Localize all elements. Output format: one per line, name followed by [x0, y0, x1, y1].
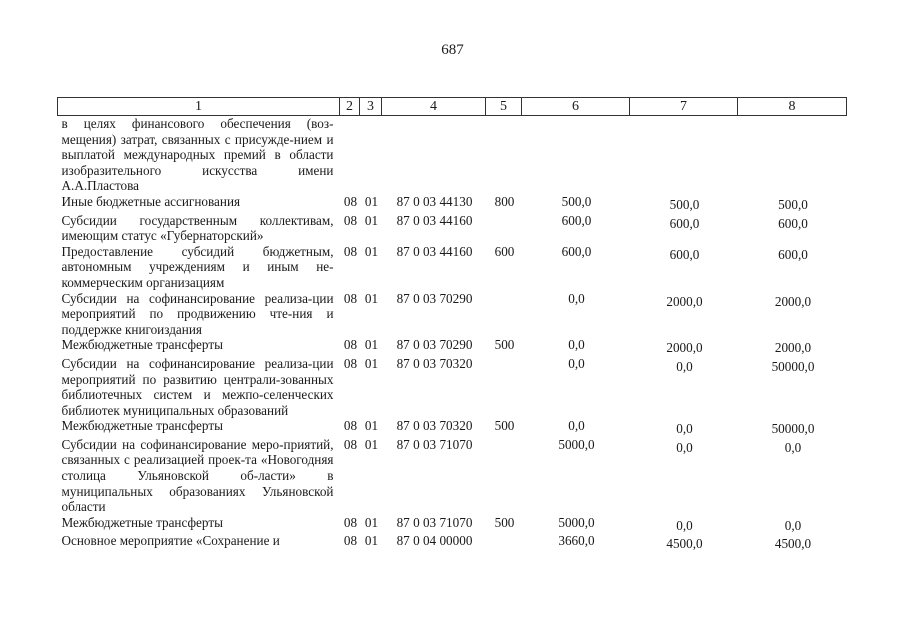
- row-value-7-cell: 0,0: [676, 517, 693, 533]
- row-value-7-cell: 4500,0: [666, 536, 703, 552]
- row-subsection-cell: 01: [364, 337, 379, 353]
- row-subsection-cell: 01: [364, 533, 379, 549]
- row-name-cell: Субсидии на софинансирование реализа-ции мероприятий по развитию централи-зованных библиотечных систем и межпо-селенческих библиотек муниципальных образований: [61, 355, 334, 418]
- row-section-cell: 08: [343, 212, 358, 228]
- table-row: [58, 356, 847, 418]
- row-expense-type-cell: [486, 291, 522, 338]
- row-value-6-cell: 3660,0: [558, 533, 595, 549]
- header-col-2: 2: [340, 98, 360, 116]
- row-name-cell: Иные бюджетные ассигнования: [61, 193, 241, 209]
- table-row: [58, 116, 847, 194]
- row-value-7-cell: 600,0: [669, 215, 700, 231]
- row-target-article-cell: 87 0 03 71070: [396, 436, 473, 452]
- row-value-8-cell: [738, 116, 847, 194]
- row-expense-type-cell: [486, 533, 522, 552]
- row-expense-type-cell: [486, 356, 522, 418]
- row-subsection-cell: 01: [364, 212, 379, 228]
- table-row: [58, 418, 847, 437]
- row-value-8-cell: 50000,0: [771, 358, 815, 374]
- row-target-article-cell: 87 0 04 00000: [396, 533, 473, 549]
- row-expense-type-cell: 600: [494, 243, 515, 259]
- row-target-article-cell: 87 0 03 70290: [396, 290, 473, 306]
- row-section-cell: 08: [343, 290, 358, 306]
- row-section-cell: 08: [343, 436, 358, 452]
- row-value-8-cell: 600,0: [778, 246, 808, 262]
- row-value-8-cell: 500,0: [778, 196, 808, 212]
- header-col-3: 3: [360, 98, 382, 116]
- row-name-cell: Субсидии государственным коллективам, имеющим статус «Губернаторский»: [61, 212, 334, 244]
- row-name-cell: Предоставление субсидий бюджетным, автономным учреждениям и иным не-коммерческим организациям: [61, 243, 334, 290]
- row-target-article-cell: 87 0 03 70290: [396, 337, 473, 353]
- row-value-6-cell: 0,0: [568, 418, 585, 434]
- row-target-article-cell: 87 0 03 70320: [396, 418, 473, 434]
- row-target-article-cell: 87 0 03 71070: [396, 514, 473, 530]
- row-expense-type-cell: 500: [494, 337, 515, 353]
- row-value-8-cell: 600,0: [778, 215, 808, 231]
- table-row: [58, 213, 847, 244]
- header-col-7: 7: [630, 98, 738, 116]
- row-value-8-cell: 0,0: [784, 439, 802, 455]
- row-value-7-cell: 0,0: [676, 358, 693, 374]
- row-value-7-cell: [630, 116, 738, 194]
- row-value-6-cell: 5000,0: [558, 514, 595, 530]
- row-section-cell: 08: [343, 337, 358, 353]
- table-row: [58, 337, 847, 356]
- page-number: 687: [441, 42, 464, 58]
- table-body: [58, 116, 847, 553]
- row-value-7-cell: 600,0: [669, 246, 700, 262]
- row-target-article-cell: 87 0 03 44130: [396, 193, 473, 209]
- row-target-article-cell: 87 0 03 70320: [396, 355, 473, 371]
- row-value-7-cell: 2000,0: [666, 293, 703, 309]
- header-col-4: 4: [382, 98, 486, 116]
- table-row: [58, 533, 847, 552]
- row-value-6-cell: 600,0: [561, 212, 592, 228]
- table-row: [58, 291, 847, 338]
- row-name-cell: Субсидии на софинансирование реализа-ции мероприятий по продвижению чте-ния и поддержке книгоиздания: [61, 290, 334, 337]
- row-subsection-cell: 01: [364, 193, 379, 209]
- row-target-article-cell: [382, 116, 486, 194]
- row-expense-type-cell: 500: [494, 418, 515, 434]
- row-value-8-cell: 50000,0: [771, 421, 815, 437]
- row-section-cell: 08: [343, 514, 358, 530]
- row-value-6-cell: [522, 116, 630, 194]
- row-section-cell: 08: [343, 418, 358, 434]
- row-section-cell: [340, 116, 360, 194]
- row-target-article-cell: 87 0 03 44160: [396, 243, 473, 259]
- row-value-7-cell: 0,0: [676, 439, 693, 455]
- row-expense-type-cell: [486, 116, 522, 194]
- row-section-cell: 08: [343, 243, 358, 259]
- row-subsection-cell: 01: [364, 290, 379, 306]
- row-name-cell: Субсидии на софинансирование меро-приятий, связанных с реализацией проек-та «Новогодняя столица Ульяновской об-ласти» в муниципальных образованиях Ульяновской области: [61, 436, 334, 515]
- row-target-article-cell: 87 0 03 44160: [396, 212, 473, 228]
- row-section-cell: 08: [343, 355, 358, 371]
- row-value-8-cell: 0,0: [784, 517, 802, 533]
- row-value-8-cell: 2000,0: [774, 340, 812, 356]
- table-row: [58, 194, 847, 213]
- header-col-6: 6: [522, 98, 630, 116]
- row-section-cell: 08: [343, 193, 358, 209]
- header-col-5: 5: [486, 98, 522, 116]
- row-value-8-cell: 2000,0: [774, 293, 812, 309]
- row-expense-type-cell: 800: [494, 193, 515, 209]
- row-subsection-cell: [360, 116, 382, 194]
- row-name-cell: Межбюджетные трансферты: [61, 514, 223, 530]
- row-value-6-cell: 0,0: [568, 290, 585, 306]
- table-header-row: [58, 98, 847, 116]
- row-value-6-cell: 0,0: [568, 355, 585, 371]
- row-subsection-cell: 01: [364, 514, 379, 530]
- header-col-8: 8: [738, 98, 847, 116]
- row-value-7-cell: 500,0: [669, 196, 700, 212]
- row-name-cell: Межбюджетные трансферты: [61, 418, 223, 434]
- table-row: [58, 515, 847, 534]
- row-value-6-cell: 5000,0: [558, 436, 595, 452]
- table-row: [58, 437, 847, 515]
- row-value-6-cell: 500,0: [561, 193, 592, 209]
- row-value-8-cell: 4500,0: [774, 536, 812, 552]
- row-value-6-cell: 0,0: [568, 337, 585, 353]
- row-expense-type-cell: [486, 437, 522, 515]
- row-expense-type-cell: [486, 213, 522, 244]
- row-expense-type-cell: 500: [494, 514, 515, 530]
- row-subsection-cell: 01: [364, 355, 379, 371]
- row-value-6-cell: 600,0: [561, 243, 592, 259]
- row-name-cell: в целях финансового обеспечения (воз-мещения) затрат, связанных с присужде-нием и выплатой международных премий в области изобразительного искусства имени А.А.Пластова: [61, 116, 334, 194]
- row-subsection-cell: 01: [364, 418, 379, 434]
- table-row: [58, 244, 847, 291]
- row-subsection-cell: 01: [364, 243, 379, 259]
- row-name-cell: Основное мероприятие «Сохранение и: [61, 533, 280, 549]
- row-subsection-cell: 01: [364, 436, 379, 452]
- row-value-7-cell: 2000,0: [666, 340, 703, 356]
- header-col-1: 1: [58, 98, 340, 116]
- row-name-cell: Межбюджетные трансферты: [61, 337, 223, 353]
- row-value-7-cell: 0,0: [676, 421, 693, 437]
- budget-table: [57, 97, 847, 552]
- row-section-cell: 08: [343, 533, 358, 549]
